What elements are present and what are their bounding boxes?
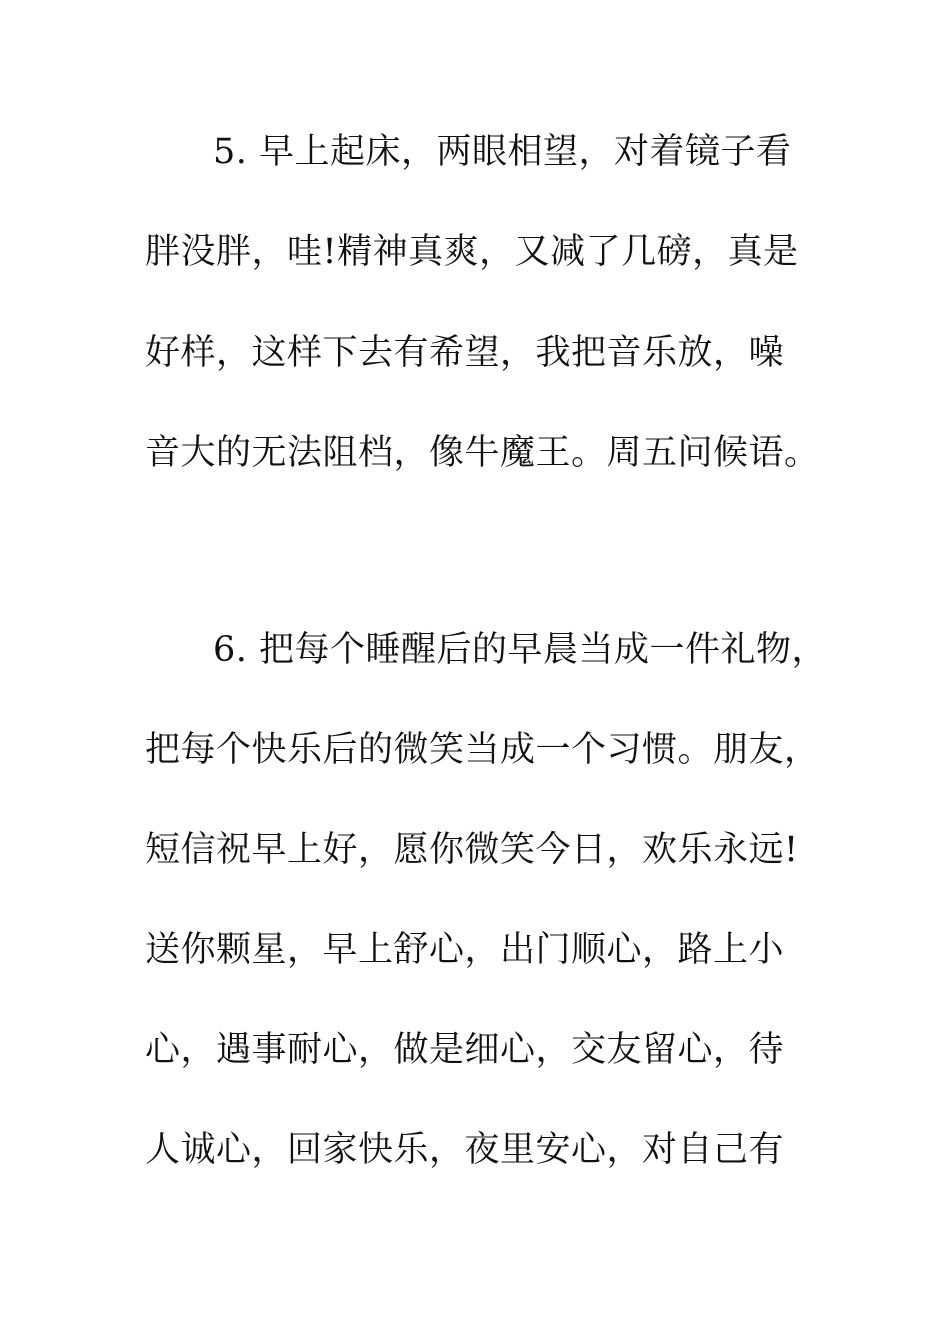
text-line: 胖没胖，哇!精神真爽，又减了几磅，真是 [145, 232, 799, 272]
text-line: 短信祝早上好，愿你微笑今日，欢乐永远! [145, 830, 799, 870]
text-line: 人诚心，回家快乐，夜里安心，对自己有 [145, 1130, 785, 1170]
text-line: 5. 早上起床，两眼相望，对着镜子看 [213, 132, 792, 172]
text-line: 好样，这样下去有希望，我把音乐放，噪 [145, 333, 785, 373]
text-line: 把每个快乐后的微笑当成一个习惯。朋友， [145, 730, 820, 770]
text-line: 6. 把每个睡醒后的早晨当成一件礼物， [213, 630, 828, 670]
text-line: 音大的无法阻档，像牛魔王。周五问候语。 [145, 433, 820, 473]
text-line: 送你颗星，早上舒心，出门顺心，路上小 [145, 930, 785, 970]
text-line: 心，遇事耐心，做是细心，交友留心，待 [145, 1030, 785, 1070]
